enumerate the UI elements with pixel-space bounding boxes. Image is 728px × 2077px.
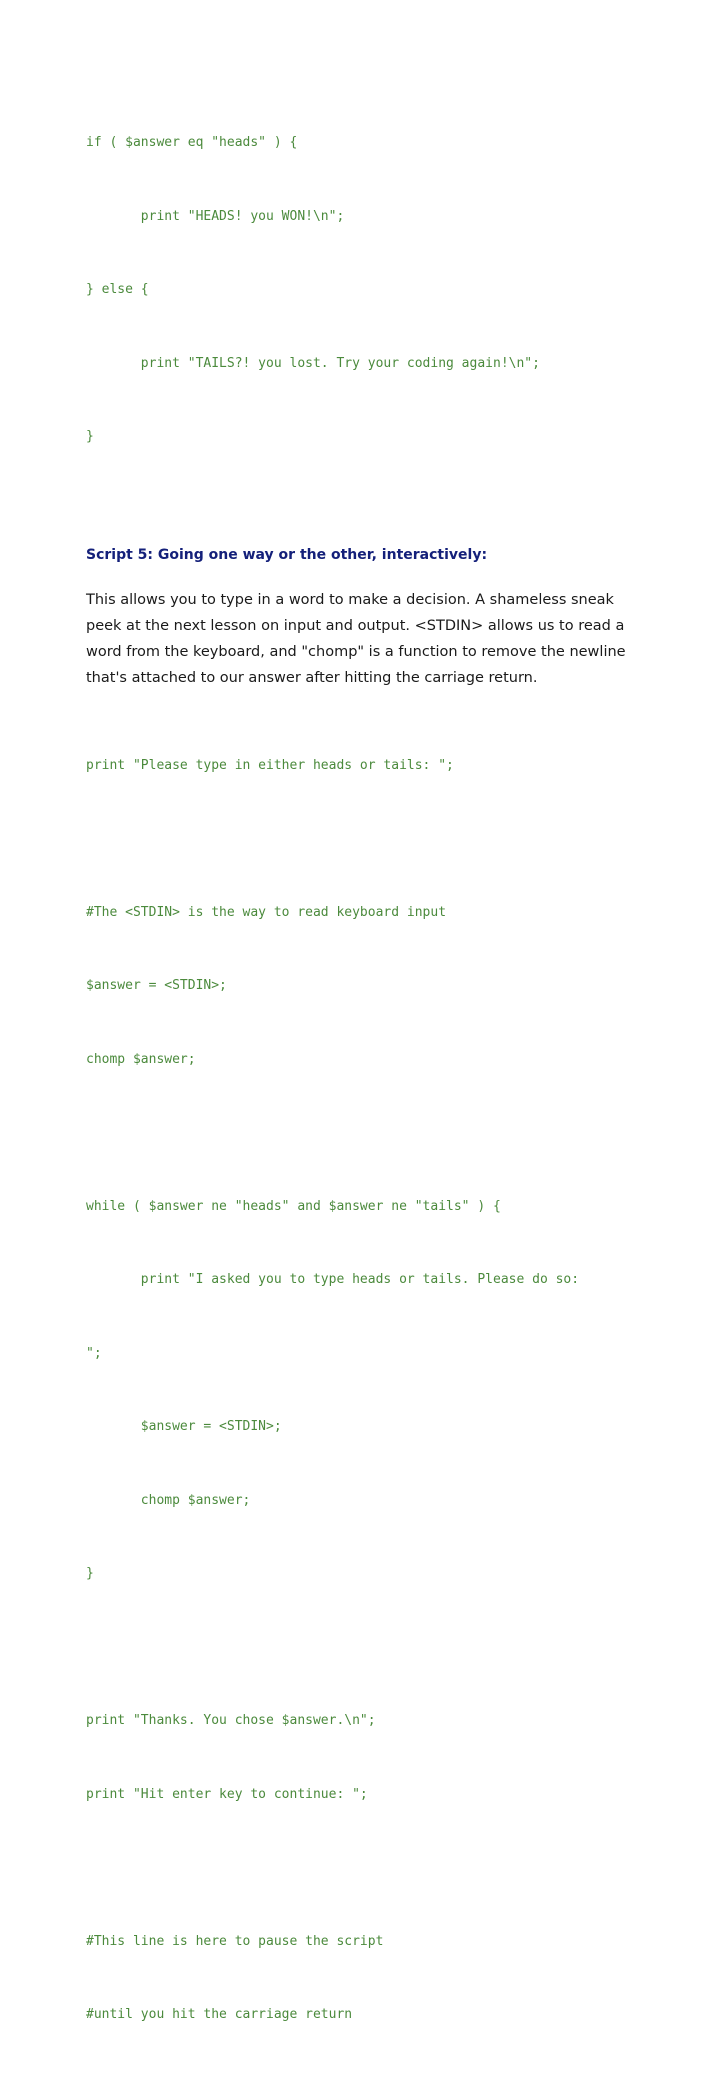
section-heading: Script 5: Going one way or the other, interactively: [86,546,488,563]
code-line: print "TAILS?! you lost. Try your coding again!\n"; [86,355,540,371]
code-line: } else { [86,282,149,297]
code-line: if ( $answer eq "heads" ) { [86,135,298,150]
code-line: print "I asked you to type heads or tails. Please do so: [86,1272,580,1287]
section-paragraph: This allows you to type in a word to make a decision. A shameless sneak peek at the next lesson on input and output. <STDIN> allows us to read a word from the keyboard, and "chomp" is a function to remove the newline that's attached to our answer after hitting the carriage return. [86,591,626,686]
code-line: print "Hit enter key to continue: "; [86,1786,368,1802]
code-line: $answer = <STDIN>; [86,1419,282,1434]
code-block-interactive [86,705,646,2077]
code-line: print "HEADS! you WON!\n"; [86,208,345,224]
code-blank-line [86,827,646,852]
code-line: print "Please type in either heads or tails: "; [86,757,454,773]
code-line: chomp $answer; [86,1051,196,1067]
code-line: chomp $answer; [86,1492,251,1508]
code-blank-line [86,1121,646,1146]
code-block-if-else [86,82,646,499]
code-comment-line: #The <STDIN> is the way to read keyboard input [86,904,447,920]
code-blank-line [86,1636,646,1661]
code-comment-line: #This line is here to pause the script [86,1933,384,1949]
code-line: } [86,1566,94,1581]
code-line: } [86,429,94,444]
code-line: while ( $answer ne "heads" and $answer ne "tails" ) { [86,1198,501,1214]
code-comment-line: #until you hit the carriage return [86,2007,353,2022]
document-page [86,82,646,2077]
code-line: $answer = <STDIN>; [86,978,227,993]
code-blank-line [86,1856,646,1881]
code-line: "; [86,1345,102,1361]
code-line: print "Thanks. You chose $answer.\n"; [86,1713,376,1728]
